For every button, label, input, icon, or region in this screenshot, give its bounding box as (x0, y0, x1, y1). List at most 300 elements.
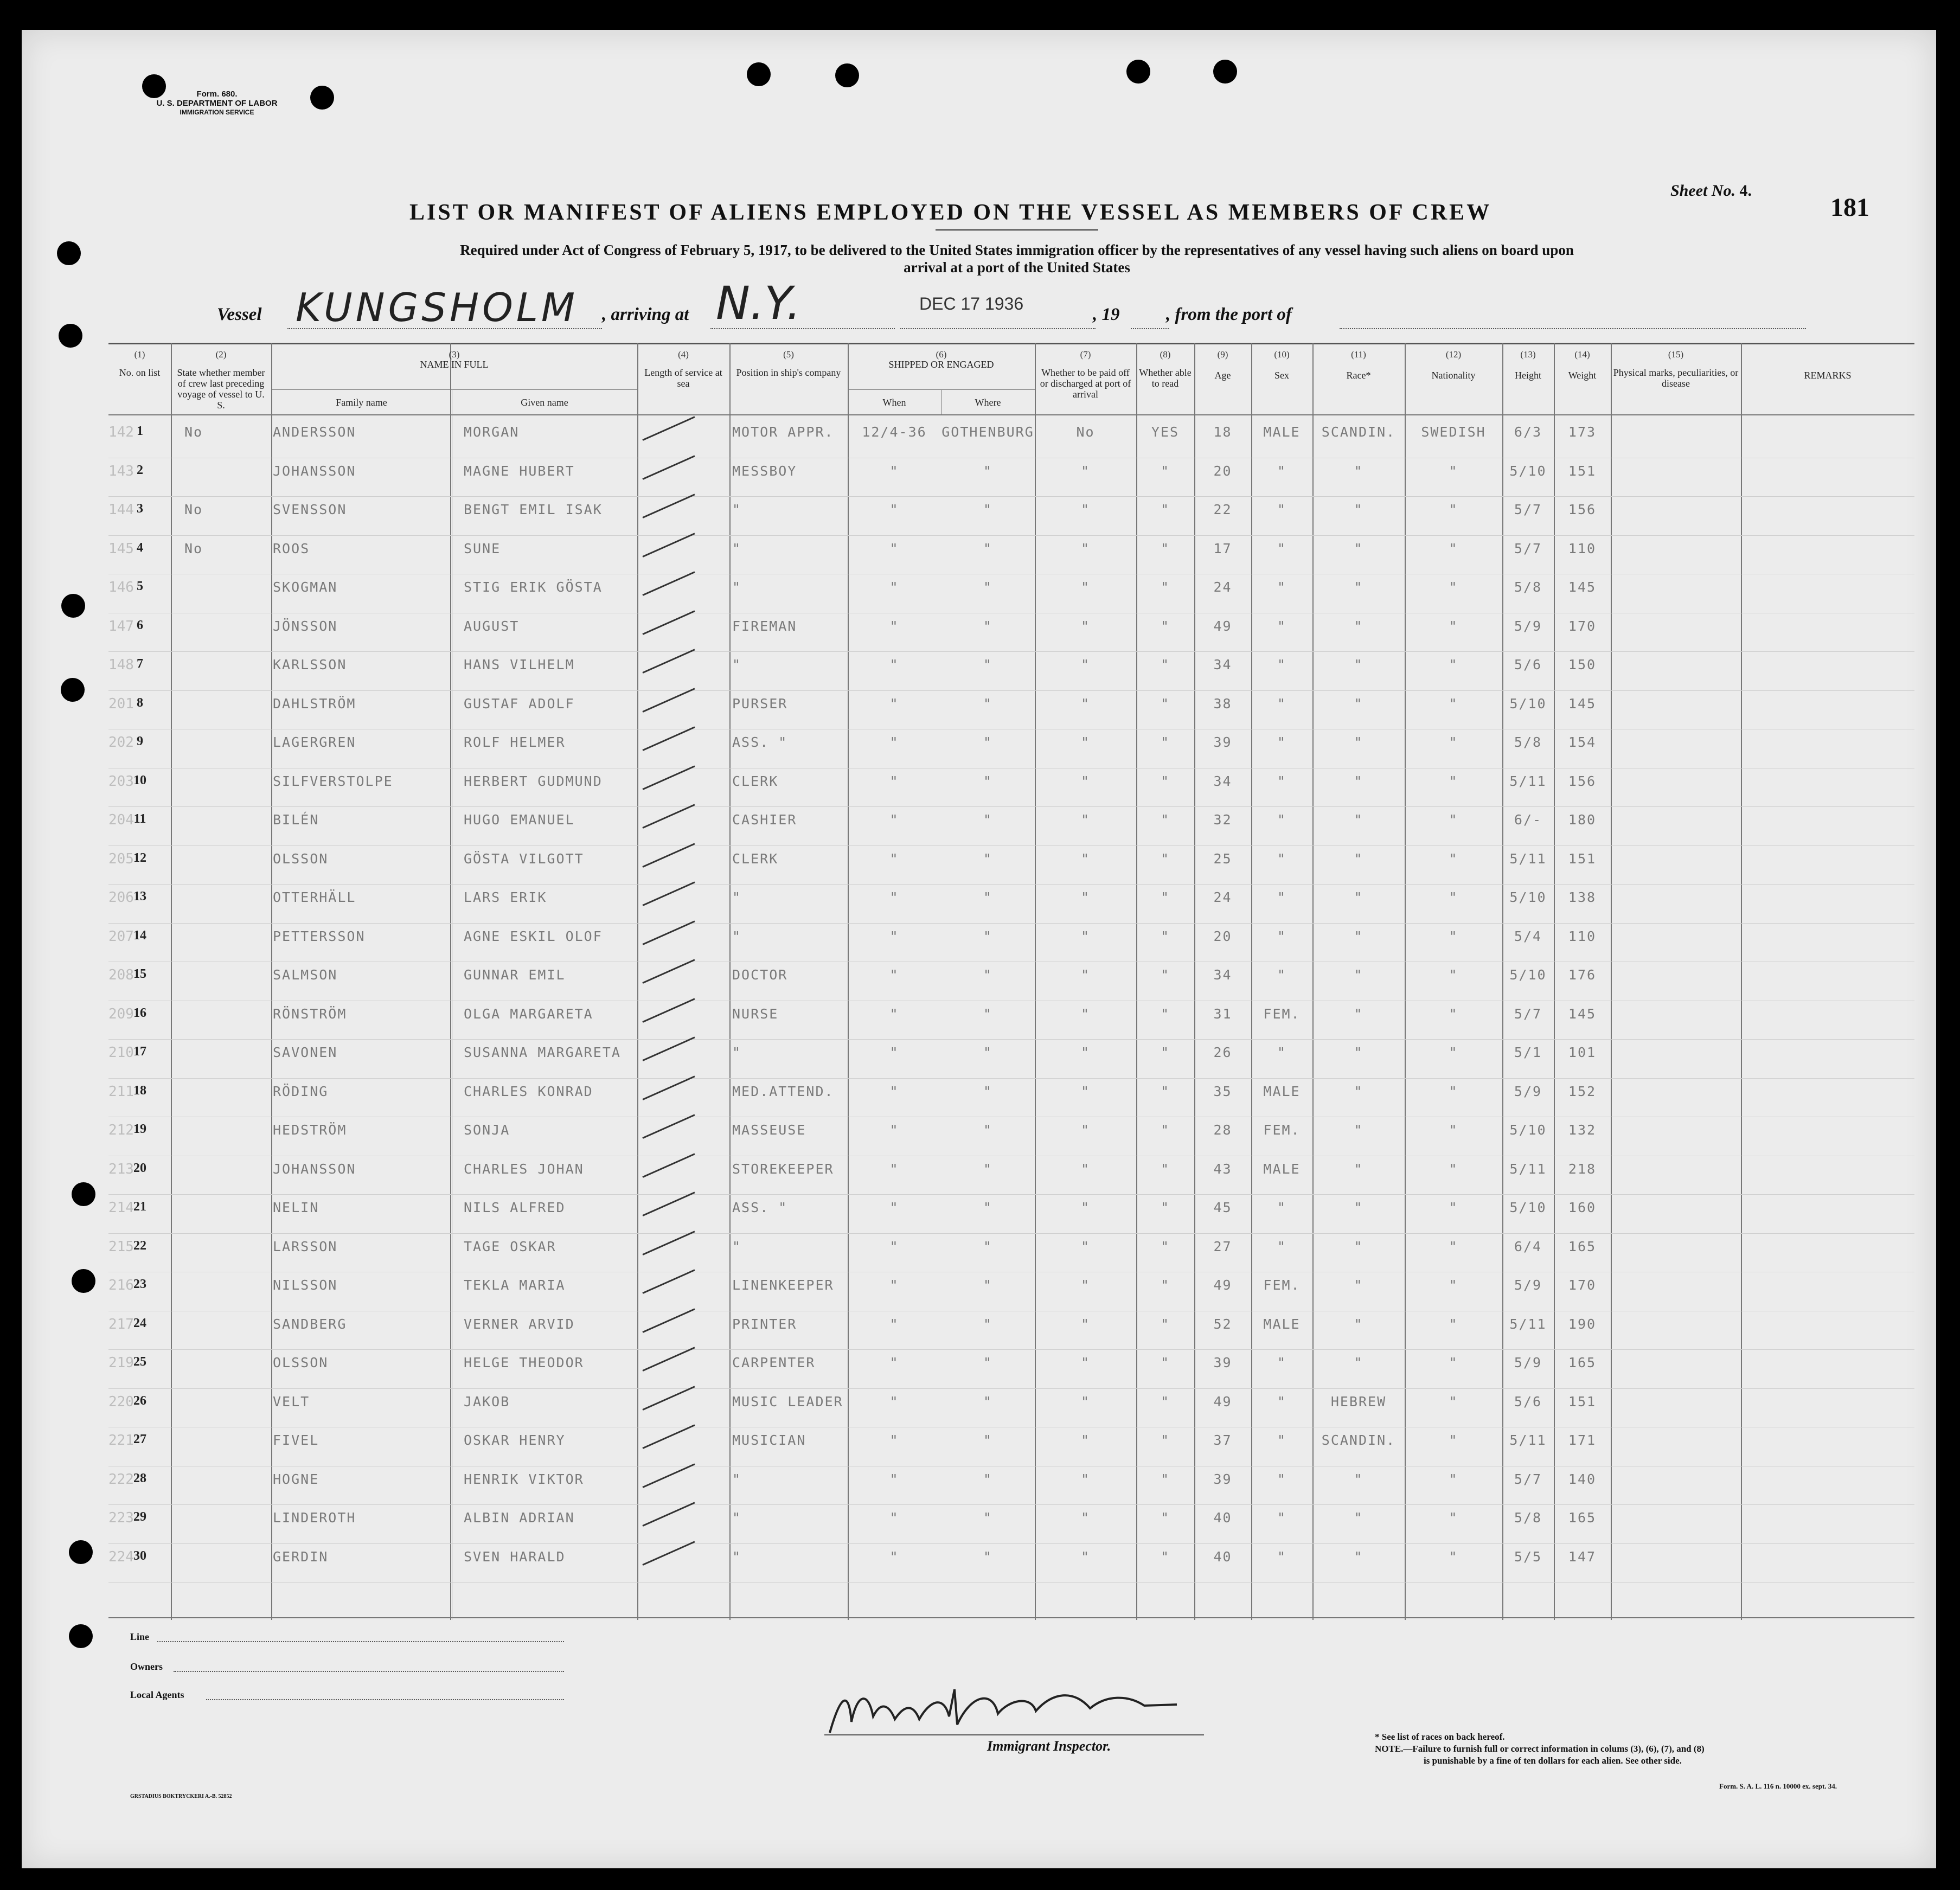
family-name: ROOS (273, 540, 310, 556)
sex: " (1277, 1432, 1287, 1448)
shipped-where: " (983, 734, 993, 750)
row-number: 10 (133, 773, 146, 787)
age: 43 (1213, 1161, 1232, 1177)
row-number: 25 (133, 1355, 146, 1369)
weight: 180 (1568, 812, 1597, 828)
shipped-where: " (983, 812, 993, 828)
column-number: (3) (449, 349, 460, 360)
name-subheader-rule (271, 389, 637, 390)
shipped-where: " (983, 1548, 993, 1565)
paid-off: " (1080, 540, 1091, 556)
arriving-underline (710, 328, 895, 329)
race: " (1354, 850, 1363, 867)
sex: " (1277, 773, 1287, 789)
paid-off: " (1080, 502, 1091, 517)
weight: 156 (1568, 502, 1597, 517)
family-name: SALMSON (273, 967, 338, 983)
row-number: 29 (133, 1510, 146, 1524)
paid-off: " (1080, 1277, 1091, 1293)
shipped-when: " (889, 1122, 899, 1138)
sex: FEM. (1263, 1005, 1301, 1022)
able-to-read: " (1160, 618, 1170, 634)
shipped-where: " (983, 695, 993, 712)
position: CASHIER (732, 812, 797, 828)
given-name: AUGUST (464, 618, 520, 634)
family-name: JOHANSSON (273, 463, 356, 479)
height: 5/9 (1514, 1083, 1542, 1099)
paid-off: " (1080, 1548, 1091, 1565)
height: 5/10 (1509, 463, 1547, 479)
row-number: 17 (133, 1045, 146, 1059)
position: " (732, 1510, 742, 1526)
inspector-label: Immigrant Inspector. (987, 1738, 1111, 1754)
nationality: " (1449, 1510, 1458, 1526)
row-rule (108, 1233, 1914, 1234)
family-name: PETTERSSON (273, 928, 366, 944)
family-name: NELIN (273, 1200, 319, 1215)
paid-off: " (1080, 1161, 1091, 1177)
year-label: , 19 (1093, 305, 1120, 324)
margin-number: 202 (108, 734, 134, 751)
position: CLERK (732, 850, 779, 867)
local-agents-label: Local Agents (130, 1689, 184, 1700)
age: 31 (1213, 1005, 1232, 1022)
shipped-when: " (889, 1083, 899, 1099)
height: 5/1 (1514, 1045, 1542, 1060)
row-number: 23 (133, 1277, 146, 1291)
shipped-where: " (983, 1432, 993, 1448)
position: PURSER (732, 695, 788, 712)
height: 5/9 (1514, 1355, 1542, 1370)
race: " (1354, 463, 1363, 479)
age: 38 (1213, 695, 1232, 712)
race: " (1354, 1122, 1363, 1138)
family-name: ANDERSSON (273, 424, 356, 440)
sex: " (1277, 812, 1287, 828)
column-number: (2) (215, 349, 227, 360)
shipped-where: " (983, 657, 993, 672)
family-name: LAGERGREN (273, 734, 356, 750)
header-physical: Physical marks, peculiarities, or disease (1613, 367, 1739, 389)
given-name: SONJA (464, 1122, 510, 1138)
height: 6/4 (1514, 1238, 1542, 1254)
given-name: HELGE THEODOR (464, 1355, 584, 1370)
given-name: TEKLA MARIA (464, 1277, 566, 1293)
page-number: 181 (1830, 193, 1869, 222)
height: 5/11 (1509, 850, 1547, 867)
margin-number: 207 (108, 928, 134, 945)
paid-off: " (1080, 1045, 1091, 1060)
shipped-when: " (889, 773, 899, 789)
column-rule (271, 343, 272, 1620)
age: 39 (1213, 734, 1232, 750)
margin-number: 215 (108, 1238, 134, 1255)
family-name: OLSSON (273, 1355, 329, 1370)
row-rule (108, 1078, 1914, 1079)
nationality: " (1449, 734, 1458, 750)
vessel-underline (287, 328, 602, 329)
race: " (1354, 1083, 1363, 1099)
row-rule (108, 651, 1914, 652)
age: 39 (1213, 1355, 1232, 1370)
family-name: JÖNSSON (273, 618, 338, 634)
family-name: HOGNE (273, 1471, 319, 1487)
shipped-where: GOTHENBURG (941, 424, 1034, 440)
column-number: (11) (1351, 349, 1366, 360)
shipped-where: " (983, 1083, 993, 1099)
weight: 145 (1568, 1005, 1597, 1022)
punch-hole (61, 678, 85, 702)
paid-off: " (1080, 1471, 1091, 1487)
age: 39 (1213, 1471, 1232, 1487)
margin-number: 206 (108, 889, 134, 906)
column-rule (1611, 343, 1612, 1620)
shipped-when: " (889, 1355, 899, 1370)
position: CLERK (732, 773, 779, 789)
failure-note-2: is punishable by a fine of ten dollars for each alien. See other side. (1424, 1756, 1682, 1766)
paid-off: " (1080, 1122, 1091, 1138)
shipped-where: " (983, 773, 993, 789)
margin-number: 205 (108, 850, 134, 867)
sex: " (1277, 1355, 1287, 1370)
row-rule (108, 806, 1914, 807)
paid-off: " (1080, 889, 1091, 905)
weight: 170 (1568, 1277, 1597, 1293)
sex: " (1277, 1393, 1287, 1410)
race: " (1354, 1355, 1363, 1370)
position: " (732, 928, 742, 944)
shipped-where: " (983, 928, 993, 944)
paid-off: No (1076, 424, 1095, 440)
able-to-read: " (1160, 1432, 1170, 1448)
family-name: BILÉN (273, 812, 319, 828)
able-to-read: " (1160, 734, 1170, 750)
nationality: " (1449, 850, 1458, 867)
race: " (1354, 1548, 1363, 1565)
owners-label: Owners (130, 1661, 163, 1672)
table-top-rule (108, 343, 1914, 344)
owners-underline (174, 1671, 564, 1672)
row-number: 28 (133, 1471, 146, 1485)
paid-off: " (1080, 1200, 1091, 1215)
able-to-read: " (1160, 579, 1170, 595)
row-rule (108, 535, 1914, 536)
position: " (732, 1471, 742, 1487)
date-underline (900, 328, 1096, 329)
column-number: (5) (783, 349, 794, 360)
given-name: HENRIK VIKTOR (464, 1471, 584, 1487)
paid-off: " (1080, 773, 1091, 789)
form-code: Form. S. A. L. 116 n. 10000 ex. sept. 34. (1719, 1782, 1837, 1790)
age: 35 (1213, 1083, 1232, 1099)
weight: 165 (1568, 1238, 1597, 1254)
margin-number: 148 (108, 657, 134, 673)
column-rule (637, 343, 638, 1620)
weight: 165 (1568, 1510, 1597, 1526)
height: 5/10 (1509, 1122, 1547, 1138)
row-rule (108, 1388, 1914, 1389)
punch-hole (59, 324, 82, 348)
margin-number: 223 (108, 1510, 134, 1526)
given-name: OLGA MARGARETA (464, 1005, 593, 1022)
sex: MALE (1263, 1161, 1301, 1177)
shipped-when: " (889, 695, 899, 712)
paid-off: " (1080, 850, 1091, 867)
margin-number: 209 (108, 1005, 134, 1022)
margin-number: 146 (108, 579, 134, 595)
row-number: 12 (133, 850, 146, 865)
paid-off: " (1080, 579, 1091, 595)
shipped-when: " (889, 734, 899, 750)
sex: " (1277, 463, 1287, 479)
row-number: 21 (133, 1200, 146, 1214)
margin-number: 220 (108, 1393, 134, 1410)
age: 20 (1213, 928, 1232, 944)
able-to-read: " (1160, 1122, 1170, 1138)
nationality: " (1449, 1238, 1458, 1254)
age: 18 (1213, 424, 1232, 440)
margin-number: 213 (108, 1161, 134, 1177)
weight: 173 (1568, 424, 1597, 440)
sex: " (1277, 889, 1287, 905)
line-label: Line (130, 1631, 150, 1642)
shipped-when: " (889, 1005, 899, 1022)
punch-hole (61, 594, 85, 618)
row-number: 18 (133, 1083, 146, 1098)
position: MESSBOY (732, 463, 797, 479)
shipped-where: " (983, 850, 993, 867)
margin-number: 216 (108, 1277, 134, 1293)
height: 5/9 (1514, 618, 1542, 634)
shipped-when: " (889, 463, 899, 479)
family-name: RÖNSTRÖM (273, 1005, 347, 1022)
shipped-when: " (889, 579, 899, 595)
row-number: 9 (137, 734, 143, 748)
sex: MALE (1263, 1083, 1301, 1099)
row-number: 26 (133, 1393, 146, 1408)
position: " (732, 1548, 742, 1565)
position: ASS. " (732, 734, 788, 750)
nationality: " (1449, 1316, 1458, 1332)
row-rule (108, 884, 1914, 885)
margin-number: 212 (108, 1122, 134, 1138)
column-number: (10) (1274, 349, 1290, 360)
header-family-name: Family name (336, 397, 387, 408)
row-number: 14 (133, 928, 146, 943)
row-number: 27 (133, 1432, 146, 1446)
age: 34 (1213, 657, 1232, 672)
age: 24 (1213, 889, 1232, 905)
weight: 165 (1568, 1355, 1597, 1370)
age: 40 (1213, 1510, 1232, 1526)
margin-number: 145 (108, 540, 134, 557)
paid-off: " (1080, 657, 1091, 672)
nationality: " (1449, 1548, 1458, 1565)
shipped-where: " (983, 463, 993, 479)
margin-number: 144 (108, 502, 134, 518)
punch-hole (69, 1624, 93, 1648)
nationality: " (1449, 1005, 1458, 1022)
header-name-in-full: NAME IN FULL (420, 359, 489, 370)
column-number: (6) (936, 349, 947, 360)
height: 5/8 (1514, 579, 1542, 595)
header-where: Where (975, 397, 1001, 408)
shipped-when: " (889, 1471, 899, 1487)
able-to-read: " (1160, 695, 1170, 712)
position: ASS. " (732, 1200, 788, 1215)
height: 5/5 (1514, 1548, 1542, 1565)
race: " (1354, 1161, 1363, 1177)
row-rule (108, 1039, 1914, 1040)
position: MUSIC LEADER (732, 1393, 843, 1410)
department-name: U. S. DEPARTMENT OF LABOR (156, 99, 278, 108)
race: SCANDIN. (1321, 1432, 1396, 1448)
able-to-read: " (1160, 1200, 1170, 1215)
position: MUSICIAN (732, 1432, 806, 1448)
header-age: Age (1214, 370, 1231, 381)
shipped-when: " (889, 1238, 899, 1254)
row-rule (108, 690, 1914, 691)
weight: 190 (1568, 1316, 1597, 1332)
sex: " (1277, 928, 1287, 944)
punch-hole (57, 241, 81, 265)
nationality: " (1449, 1355, 1458, 1370)
sheet-number (1670, 182, 1752, 200)
race: " (1354, 579, 1363, 595)
row-number: 7 (137, 657, 143, 671)
vessel-label: Vessel (217, 305, 262, 324)
nationality: " (1449, 967, 1458, 983)
paid-off: " (1080, 734, 1091, 750)
row-rule (108, 1504, 1914, 1505)
given-name: NILS ALFRED (464, 1200, 566, 1215)
age: 32 (1213, 812, 1232, 828)
paid-off: " (1080, 1510, 1091, 1526)
given-name: MORGAN (464, 424, 520, 440)
given-name: TAGE OSKAR (464, 1238, 556, 1254)
able-to-read: " (1160, 1083, 1170, 1099)
margin-number: 211 (108, 1083, 134, 1100)
row-number: 13 (133, 889, 146, 904)
sex: " (1277, 695, 1287, 712)
nationality: " (1449, 1045, 1458, 1060)
paid-off: " (1080, 1005, 1091, 1022)
row-number: 24 (133, 1316, 146, 1330)
shipped-when: " (889, 618, 899, 634)
height: 5/8 (1514, 734, 1542, 750)
position: PRINTER (732, 1316, 797, 1332)
row-number: 22 (133, 1238, 146, 1253)
race: " (1354, 1200, 1363, 1215)
given-name: HUGO EMANUEL (464, 812, 575, 828)
nationality: " (1449, 1432, 1458, 1448)
age: 22 (1213, 502, 1232, 517)
arriving-label: , arriving at (602, 305, 689, 324)
weight: 156 (1568, 773, 1597, 789)
weight: 218 (1568, 1161, 1597, 1177)
vessel-name: KUNGSHOLM (296, 285, 579, 330)
sheet-value: 4. (1739, 182, 1752, 200)
height: 5/10 (1509, 889, 1547, 905)
race: " (1354, 967, 1363, 983)
punch-hole (72, 1269, 95, 1293)
row-number: 3 (137, 502, 143, 516)
height: 5/10 (1509, 967, 1547, 983)
age: 49 (1213, 618, 1232, 634)
previous-voyage: No (184, 424, 203, 440)
able-to-read: " (1160, 1238, 1170, 1254)
column-number: (15) (1668, 349, 1684, 360)
nationality: " (1449, 1083, 1458, 1099)
arriving-port: N.Y. (716, 277, 801, 330)
header-length-service: Length of service at sea (644, 367, 722, 389)
row-number: 19 (133, 1122, 146, 1136)
height: 5/7 (1514, 502, 1542, 517)
shipped-where: " (983, 1316, 993, 1332)
shipped-when: " (889, 1045, 899, 1060)
column-number: (9) (1217, 349, 1228, 360)
able-to-read: " (1160, 502, 1170, 517)
shipped-where: " (983, 1355, 993, 1370)
sex: " (1277, 1510, 1287, 1526)
family-name: RÖDING (273, 1083, 329, 1099)
sex: FEM. (1263, 1277, 1301, 1293)
family-name: SKOGMAN (273, 579, 338, 595)
margin-number: 214 (108, 1200, 134, 1216)
column-number: (7) (1080, 349, 1091, 360)
from-port-underline (1340, 328, 1806, 329)
row-number: 20 (133, 1161, 146, 1175)
age: 49 (1213, 1393, 1232, 1410)
sex: MALE (1263, 424, 1301, 440)
given-name: JAKOB (464, 1393, 510, 1410)
race: " (1354, 540, 1363, 556)
race: " (1354, 502, 1363, 517)
nationality: " (1449, 540, 1458, 556)
weight: 160 (1568, 1200, 1597, 1215)
able-to-read: " (1160, 1393, 1170, 1410)
column-rule (171, 343, 172, 1620)
header-race: Race* (1346, 370, 1371, 381)
header-weight: Weight (1568, 370, 1597, 381)
row-rule (108, 496, 1914, 497)
shipped-when: " (889, 1510, 899, 1526)
age: 34 (1213, 773, 1232, 789)
column-number: (8) (1160, 349, 1171, 360)
sex: " (1277, 1238, 1287, 1254)
race: " (1354, 657, 1363, 672)
shipped-when: " (889, 928, 899, 944)
shipped-where: " (983, 540, 993, 556)
age: 20 (1213, 463, 1232, 479)
weight: 152 (1568, 1083, 1597, 1099)
weight: 151 (1568, 850, 1597, 867)
given-name: AGNE ESKIL OLOF (464, 928, 603, 944)
position: FIREMAN (732, 618, 797, 634)
row-number: 8 (137, 695, 143, 710)
shipped-when: " (889, 502, 899, 517)
shipped-where: " (983, 1393, 993, 1410)
shipped-where: " (983, 618, 993, 634)
printer-imprint: GRSTADIUS BOKTRYCKERI A.-B. 52852 (130, 1793, 232, 1799)
shipped-where: " (983, 1005, 993, 1022)
weight: 145 (1568, 695, 1597, 712)
weight: 154 (1568, 734, 1597, 750)
nationality: " (1449, 502, 1458, 517)
year-underline (1131, 328, 1169, 329)
able-to-read: " (1160, 850, 1170, 867)
family-name: HEDSTRÖM (273, 1122, 347, 1138)
